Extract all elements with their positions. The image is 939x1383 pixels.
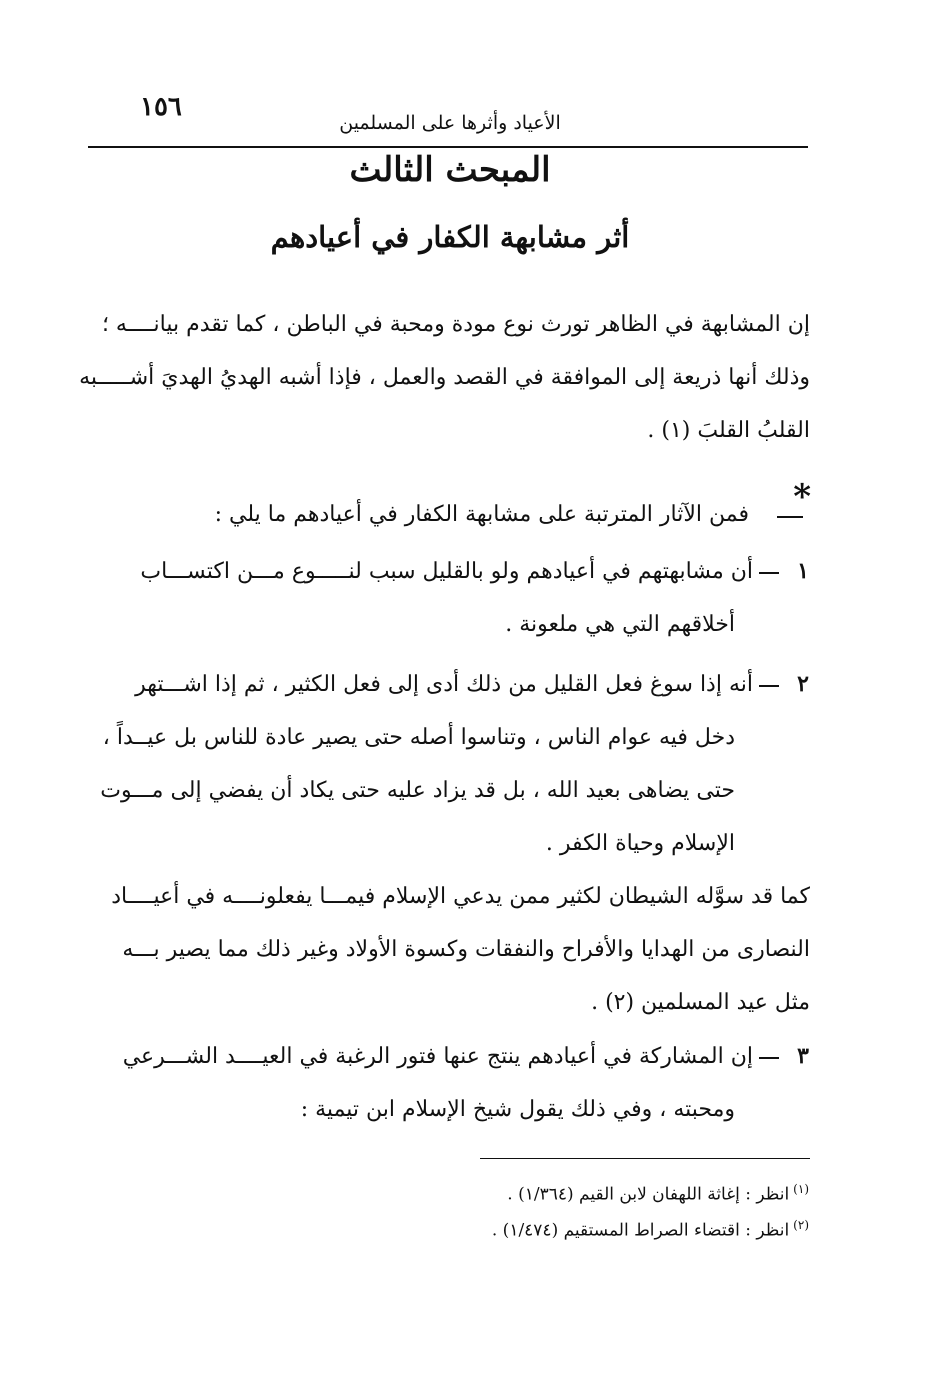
paragraph-line: كما قد سوَّله الشيطان لكثير ممن يدعي الإسلام فيمـــا يفعلونــــه في أعيــــاد bbox=[111, 884, 810, 909]
list-item bbox=[98, 658, 809, 870]
list-item bbox=[98, 545, 809, 655]
asterisk-icon: * bbox=[793, 477, 811, 517]
item-text bbox=[98, 545, 753, 651]
footnote-mark: (٢) bbox=[793, 1218, 809, 1232]
footnote-rule bbox=[480, 1158, 810, 1159]
continuation-paragraph bbox=[98, 870, 810, 1029]
dash-icon bbox=[759, 572, 779, 574]
paragraph-line: وذلك أنها ذريعة إلى الموافقة في القصد والعمل ، فإذا أشبه الهديُ الهديَ أشـــــبه bbox=[79, 365, 810, 390]
item-line: دخل فيه عوام الناس ، وتناسوا أصله حتى يصير عادة للناس بل عيــداً ، bbox=[102, 725, 735, 750]
page-number: ١٥٦ bbox=[140, 92, 182, 122]
section-subtitle: أثر مشابهة الكفار في أعيادهم bbox=[270, 220, 630, 254]
dash-icon bbox=[759, 1057, 779, 1059]
footnote-text: انظر : إغاثة اللهفان لابن القيم (١/٣٦٤) . bbox=[507, 1184, 790, 1205]
bullet-text: فمن الآثار المترتبة على مشابهة الكفار في أعيادهم ما يلي : bbox=[214, 502, 749, 527]
running-head: الأعياد وأثرها على المسلمين bbox=[339, 112, 561, 134]
footnote bbox=[209, 1174, 809, 1210]
item-text bbox=[98, 1030, 753, 1136]
item-text bbox=[98, 658, 753, 870]
item-line: حتى يضاهى بعيد الله ، بل قد يزاد عليه حتى يكاد أن يفضي إلى مـــوت bbox=[100, 778, 735, 803]
item-line: إن المشاركة في أعيادهم ينتج عنها فتور الرغبة في العيــــد الشـــرعي bbox=[122, 1044, 753, 1069]
item-number: ٢ bbox=[797, 671, 809, 697]
item-line: ومحبته ، وفي ذلك يقول شيخ الإسلام ابن تيمية : bbox=[300, 1097, 735, 1122]
item-line: أن مشابهتهم في أعيادهم ولو بالقليل سبب لنـــــوع مـــن اكتســـاب bbox=[140, 559, 753, 584]
item-line: أخلاقهم التي هي ملعونة . bbox=[505, 612, 735, 637]
item-number: ٣ bbox=[797, 1043, 809, 1069]
footnote-mark: (١) bbox=[793, 1182, 809, 1196]
footnote bbox=[209, 1210, 809, 1246]
header-rule bbox=[88, 146, 808, 148]
paragraph-line: إن المشابهة في الظاهر تورث نوع مودة ومحبة في الباطن ، كما تقدم بيانــــه ؛ bbox=[101, 312, 810, 337]
footnote-text: انظر : اقتضاء الصراط المستقيم (١/٤٧٤) . bbox=[491, 1220, 790, 1241]
paragraph-line: القلبُ القلبَ (١) . bbox=[647, 418, 810, 443]
section-title: المبحث الثالث bbox=[349, 150, 551, 190]
item-line: أنه إذا سوغ فعل القليل من ذلك أدى إلى فعل الكثير ، ثم إذا اشـــتهر bbox=[135, 672, 753, 697]
item-number: ١ bbox=[797, 558, 809, 584]
dash-icon bbox=[759, 685, 779, 687]
intro-paragraph bbox=[79, 298, 810, 457]
item-line: الإسلام وحياة الكفر . bbox=[545, 831, 735, 856]
list-item bbox=[98, 1030, 809, 1140]
paragraph-line: مثل عيد المسلمين (٢) . bbox=[591, 990, 810, 1015]
bullet-intro bbox=[169, 490, 809, 540]
paragraph-line: النصارى من الهدايا والأفراح والنفقات وكسوة الأولاد وغير ذلك مما يصير بـــه bbox=[122, 937, 810, 962]
